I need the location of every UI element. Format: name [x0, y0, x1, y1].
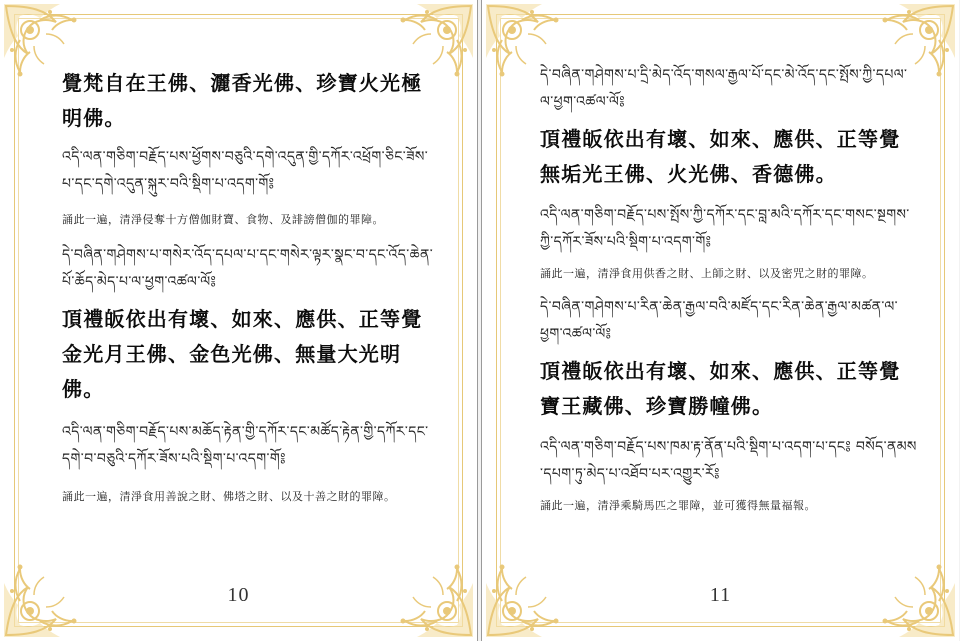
chinese-verse: 覺梵自在王佛、灑香光佛、珍寶火光極 明佛。 — [62, 71, 423, 130]
tibetan-text: འདི་ལན་གཅིག་བརྗོད་པས་སྤོས་ཀྱི་དཀོར་དང་བླ་མའི་དཀོར་དང་གསང་སྔགས་ཀྱི་དཀོར་ཟོས་པའི་སྡིག་པ་འདག་གོ༔ — [540, 207, 910, 250]
tibetan-text: དེ་བཞིན་གཤེགས་པ་དྲི་མེད་འོད་གསལ་རྒྱལ་པོ་དང་མེ་འོད་དང་སྤོས་ཀྱི་དཔལ་ལ་ཕྱག་འཚལ་ལོ༔ — [540, 67, 908, 110]
chinese-note: 誦此一遍，清淨食用供香之財、上師之財、以及密咒之財的罪障。 — [540, 267, 874, 280]
tibetan-text: དེ་བཞིན་གཤེགས་པ་རིན་ཆེན་རྒྱལ་བའི་མཛོད་དང་རིན་ཆེན་རྒྱལ་མཚན་ལ་ཕྱག་འཚལ་ལོ༔ — [540, 299, 898, 342]
right-page — [481, 0, 959, 641]
tibetan-text: འདི་ལན་གཅིག་བརྗོད་པས་ཕྱོགས་བཅུའི་དགེ་འདུན་གྱི་དཀོར་འཕྲོག་ཅིང་ཟོས་པ་དང་དགེ་འདུན་སྐུར་བའི་སྡིག་པ་འདག་གོ༔ — [62, 149, 429, 192]
chinese-verse: 頂禮皈依出有壞、如來、應供、正等覺 寶王藏佛、珍寶勝幢佛。 — [540, 359, 901, 418]
chinese-note: 誦此一遍，清淨侵奪十方僧伽財寶、食物、及誹謗僧伽的罪障。 — [62, 213, 384, 226]
page-number: 11 — [709, 584, 732, 606]
chinese-verse: 頂禮皈依出有壞、如來、應供、正等覺 無垢光王佛、火光佛、香德佛。 — [540, 127, 901, 186]
chinese-note: 誦此一遍，清淨乘騎馬匹之罪障，並可獲得無量福報。 — [540, 499, 816, 512]
page-number: 10 — [227, 584, 250, 606]
chinese-verse: 頂禮皈依出有壞、如來、應供、正等覺 金光月王佛、金色光佛、無量大光明佛。 — [62, 307, 423, 401]
tibetan-text: འདི་ལན་གཅིག་བརྗོད་པས་མཆོད་རྟེན་གྱི་དཀོར་དང་མཚོད་རྟེན་གྱི་དཀོར་དང་དགེ་བ་བཅུའི་དཀོར་ཟོས་པའི་སྡིག་པ་འདག་གོ༔ — [62, 424, 429, 467]
left-page — [0, 0, 478, 641]
tibetan-text: དེ་བཞིན་གཤེགས་པ་གསེར་འོད་དཔལ་པ་དང་གསེར་ལྟར་སྣང་བ་དང་འོད་ཆེན་པོ་ཆོད་མེད་པ་ལ་ཕྱག་འཚལ་ལོ༔ — [62, 247, 434, 290]
left-page-content — [62, 62, 437, 507]
tibetan-text: འདི་ལན་གཅིག་བརྗོད་པས་ཁམ་རྟ་ནོན་པའི་སྡིག་པ་འདག་པ་དང༔ བསོད་ནམས་དཔག་ཏུ་མེད་པ་འཐོབ་པར་འགྱུར་རོ༔ — [540, 439, 917, 482]
right-page-content — [540, 62, 917, 516]
chinese-note: 誦此一遍，清淨食用善說之財、佛塔之財、以及十善之財的罪障。 — [62, 490, 396, 503]
